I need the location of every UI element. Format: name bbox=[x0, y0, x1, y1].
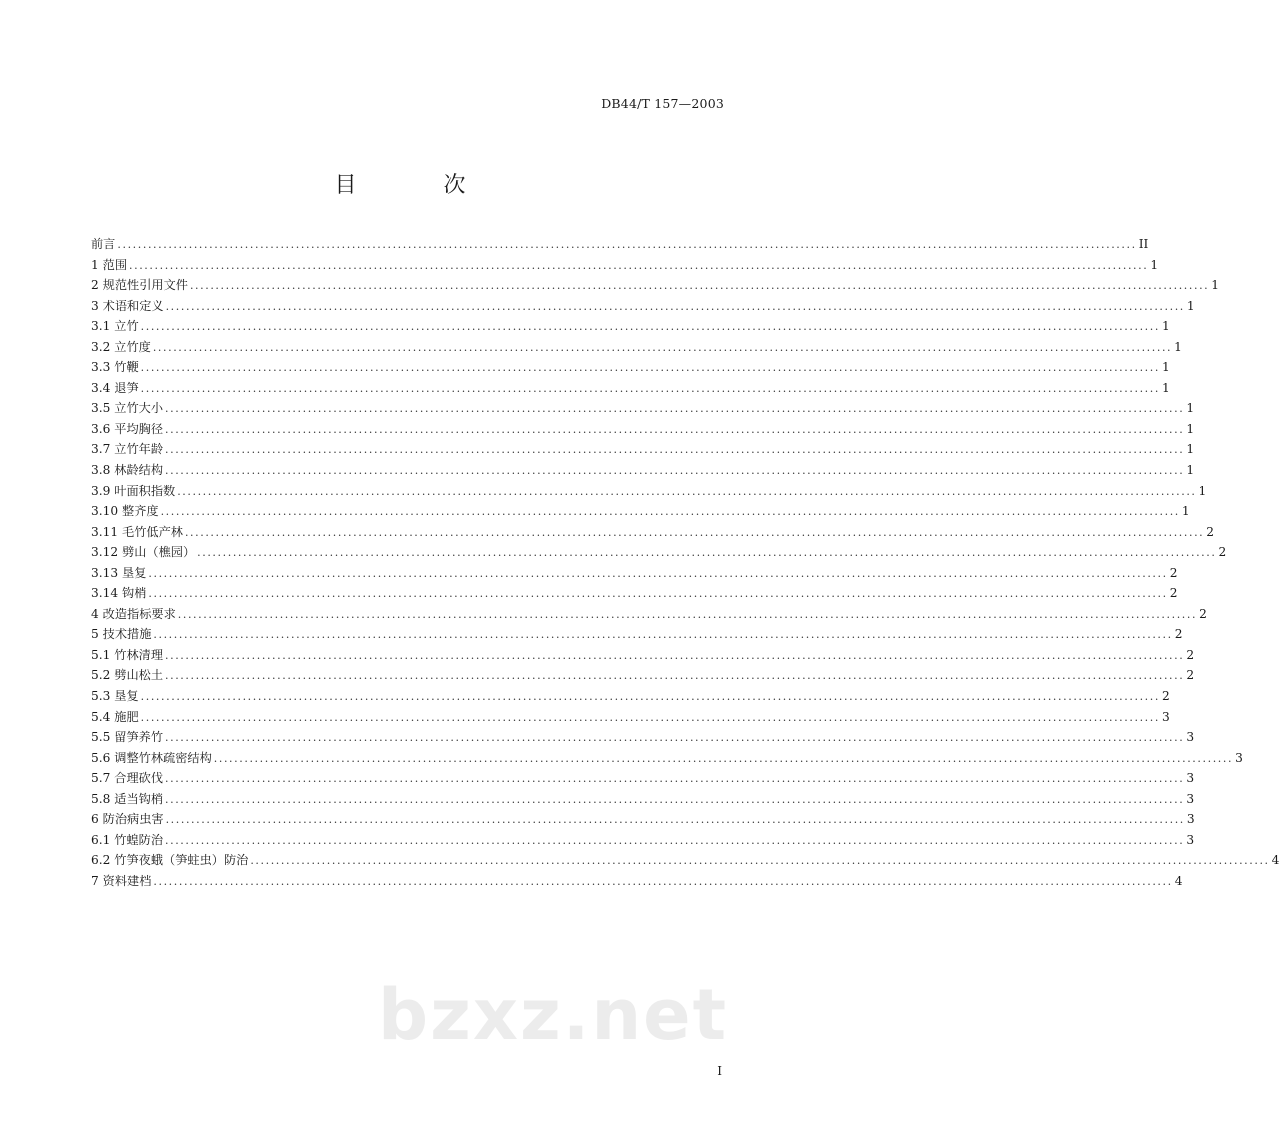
toc-entry-label: 6.2 竹笋夜蛾（笋蛀虫）防治 bbox=[91, 853, 249, 868]
toc-entry-label: 3.9 叶面积指数 bbox=[91, 483, 176, 498]
toc-entry[interactable] bbox=[91, 255, 1159, 276]
toc-entry-label: 3.2 立竹度 bbox=[91, 339, 151, 354]
toc-leader-dots: ........................................................................................................................................................................................................ bbox=[165, 772, 1185, 786]
toc-entry[interactable] bbox=[91, 275, 1220, 296]
toc-entry-label: 3.5 立竹大小 bbox=[91, 401, 164, 416]
toc-entry-page: 3 bbox=[1235, 750, 1243, 765]
toc-entry[interactable] bbox=[91, 830, 1195, 851]
toc-entry-page: 3 bbox=[1186, 771, 1195, 786]
toc-leader-dots: ........................................................................................................................................................................................................ bbox=[148, 587, 1168, 601]
toc-entry-page: 1 bbox=[1161, 360, 1170, 375]
toc-leader-dots: ........................................................................................................................................................................................................ bbox=[184, 525, 1205, 539]
toc-entry-page: 2 bbox=[1186, 668, 1195, 683]
toc-entry-label: 3.13 垦复 bbox=[91, 565, 147, 580]
toc-entry-page: 1 bbox=[1186, 298, 1195, 313]
toc-leader-dots: ........................................................................................................................................................................................................ bbox=[165, 402, 1185, 416]
toc-entry[interactable] bbox=[91, 501, 1190, 522]
toc-entry[interactable] bbox=[91, 645, 1195, 666]
toc-entry-label: 5.3 垦复 bbox=[91, 689, 139, 704]
toc-leader-dots: ........................................................................................................................................................................................................ bbox=[189, 279, 1210, 293]
toc-entry-label: 5.5 留笋养竹 bbox=[91, 730, 164, 745]
toc-entry[interactable] bbox=[91, 234, 1149, 255]
toc-entry-label: 2 规范性引用文件 bbox=[91, 278, 188, 293]
toc-leader-dots: ........................................................................................................................................................................................................ bbox=[153, 628, 1173, 642]
toc-leader-dots: ........................................................................................................................................................................................................ bbox=[165, 443, 1185, 457]
toc-entry-label: 3.11 毛竹低产林 bbox=[91, 524, 183, 539]
toc-entry-page: 2 bbox=[1174, 627, 1183, 642]
toc-entry-page: 2 bbox=[1169, 586, 1178, 601]
toc-leader-dots: ........................................................................................................................................................................................................ bbox=[165, 648, 1185, 662]
toc-entry-label: 3.10 整齐度 bbox=[91, 504, 159, 519]
toc-leader-dots: ........................................................................................................................................................................................................ bbox=[177, 484, 1197, 498]
toc-entry-page: 1 bbox=[1186, 421, 1195, 436]
toc-entry[interactable] bbox=[91, 522, 1215, 543]
toc-entry[interactable] bbox=[91, 357, 1170, 378]
toc-entry[interactable] bbox=[91, 768, 1195, 789]
toc-entry-page: 1 bbox=[1181, 504, 1190, 519]
toc-entry-label: 5.1 竹林清理 bbox=[91, 647, 164, 662]
toc-entry[interactable] bbox=[91, 604, 1207, 625]
toc-entry[interactable] bbox=[91, 727, 1195, 748]
toc-entry-label: 5 技术措施 bbox=[91, 627, 152, 642]
toc-entry-label: 3.8 林龄结构 bbox=[91, 463, 164, 478]
toc-entry-page: 1 bbox=[1198, 483, 1207, 498]
toc-leader-dots: ........................................................................................................................................................................................................ bbox=[140, 361, 1160, 375]
toc-entry[interactable] bbox=[91, 481, 1207, 502]
document-code: DB44/T 157—2003 bbox=[601, 96, 724, 111]
toc-entry[interactable] bbox=[91, 460, 1195, 481]
toc-entry-label: 5.4 施肥 bbox=[91, 709, 139, 724]
toc-leader-dots: ........................................................................................................................................................................................................ bbox=[140, 381, 1160, 395]
toc-leader-dots: ........................................................................................................................................................................................................ bbox=[117, 238, 1137, 251]
toc-leader-dots: ........................................................................................................................................................................................................ bbox=[165, 464, 1185, 478]
toc-entry-label: 5.2 劈山松土 bbox=[91, 668, 164, 683]
toc-entry[interactable] bbox=[91, 398, 1195, 419]
toc-entry-page: 1 bbox=[1186, 463, 1195, 478]
toc-entry[interactable] bbox=[91, 707, 1170, 728]
toc-leader-dots: ........................................................................................................................................................................................................ bbox=[177, 607, 1198, 621]
toc-leader-dots: ........................................................................................................................................................................................................ bbox=[129, 258, 1149, 272]
toc-entry-page: 3 bbox=[1186, 730, 1195, 745]
toc-entry[interactable] bbox=[91, 809, 1195, 830]
toc-leader-dots: ........................................................................................................................................................................................................ bbox=[250, 854, 1270, 868]
toc-entry-page: 2 bbox=[1206, 524, 1215, 539]
toc-leader-dots: ........................................................................................................................................................................................................ bbox=[165, 422, 1185, 436]
toc-entry-label: 6.1 竹蝗防治 bbox=[91, 832, 164, 847]
toc-leader-dots: ........................................................................................................................................................................................................ bbox=[213, 751, 1234, 765]
toc-entry-page: 2 bbox=[1169, 565, 1178, 580]
toc-entry-label: 3.7 立竹年龄 bbox=[91, 442, 164, 457]
toc-entry[interactable] bbox=[91, 316, 1170, 337]
toc-leader-dots: ........................................................................................................................................................................................................ bbox=[140, 320, 1160, 334]
toc-entry-label: 5.7 合理砍伐 bbox=[91, 771, 164, 786]
toc-entry[interactable] bbox=[91, 542, 1227, 563]
toc-entry[interactable] bbox=[91, 686, 1170, 707]
toc-entry-page: 1 bbox=[1161, 380, 1170, 395]
toc-leader-dots: ........................................................................................................................................................................................................ bbox=[152, 340, 1173, 354]
toc-entry[interactable] bbox=[91, 748, 1243, 769]
toc-entry[interactable] bbox=[91, 583, 1178, 604]
toc-leader-dots: ........................................................................................................................................................................................................ bbox=[153, 874, 1173, 888]
toc-entry-label: 4 改造指标要求 bbox=[91, 606, 176, 621]
toc-entry-page: 3 bbox=[1186, 791, 1195, 806]
toc-entry-page: 2 bbox=[1161, 689, 1170, 704]
toc-entry-label: 5.8 适当钩梢 bbox=[91, 791, 164, 806]
toc-leader-dots: ........................................................................................................................................................................................................ bbox=[140, 690, 1160, 704]
toc-entry-label: 3.3 竹鞭 bbox=[91, 360, 139, 375]
toc-entry-page: 2 bbox=[1218, 545, 1227, 560]
toc-entry[interactable] bbox=[91, 871, 1183, 892]
toc-entry-label: 5.6 调整竹林疏密结构 bbox=[91, 750, 212, 765]
toc-entry[interactable] bbox=[91, 665, 1195, 686]
toc-entry-label: 3.4 退笋 bbox=[91, 380, 139, 395]
toc-entry-label: 3.12 劈山（樵园） bbox=[91, 545, 196, 560]
toc-leader-dots: ........................................................................................................................................................................................................ bbox=[140, 710, 1160, 724]
toc-entry-page: 3 bbox=[1186, 832, 1195, 847]
toc-leader-dots: ........................................................................................................................................................................................................ bbox=[165, 669, 1185, 683]
toc-entry-page: 2 bbox=[1186, 647, 1195, 662]
toc-leader-dots: ........................................................................................................................................................................................................ bbox=[160, 505, 1180, 519]
toc-entry[interactable] bbox=[91, 563, 1178, 584]
toc-entry-page: 3 bbox=[1161, 709, 1170, 724]
table-of-contents bbox=[91, 234, 1279, 892]
toc-entry-page: 1 bbox=[1211, 278, 1220, 293]
toc-entry-page: 4 bbox=[1174, 873, 1183, 888]
toc-entry-page: 1 bbox=[1186, 401, 1195, 416]
toc-entry[interactable] bbox=[91, 378, 1170, 399]
toc-entry-label: 1 范围 bbox=[91, 257, 128, 272]
toc-leader-dots: ........................................................................................................................................................................................................ bbox=[197, 546, 1217, 560]
toc-entry[interactable] bbox=[91, 296, 1195, 317]
toc-leader-dots: ........................................................................................................................................................................................................ bbox=[165, 833, 1185, 847]
toc-entry-label: 3 术语和定义 bbox=[91, 298, 164, 313]
toc-leader-dots: ........................................................................................................................................................................................................ bbox=[165, 813, 1185, 827]
page-number: I bbox=[717, 1064, 722, 1078]
toc-entry-label: 3.14 钩梢 bbox=[91, 586, 147, 601]
toc-entry[interactable] bbox=[91, 624, 1183, 645]
toc-entry[interactable] bbox=[91, 850, 1279, 871]
toc-entry-page: II bbox=[1138, 237, 1149, 251]
toc-entry-page: 2 bbox=[1199, 606, 1207, 621]
toc-entry-page: 1 bbox=[1174, 339, 1182, 354]
page-title: 目 次 bbox=[334, 173, 506, 198]
toc-leader-dots: ........................................................................................................................................................................................................ bbox=[165, 299, 1185, 313]
toc-entry-page: 3 bbox=[1186, 812, 1195, 827]
toc-entry[interactable] bbox=[91, 419, 1195, 440]
toc-entry-page: 1 bbox=[1161, 319, 1170, 334]
toc-entry-page: 1 bbox=[1150, 257, 1159, 272]
toc-entry-label: 前言 bbox=[91, 237, 116, 251]
toc-entry[interactable] bbox=[91, 337, 1182, 358]
toc-entry-label: 3.6 平均胸径 bbox=[91, 421, 164, 436]
toc-entry-page: 1 bbox=[1186, 442, 1195, 457]
toc-leader-dots: ........................................................................................................................................................................................................ bbox=[148, 566, 1168, 580]
toc-leader-dots: ........................................................................................................................................................................................................ bbox=[165, 792, 1185, 806]
toc-entry[interactable] bbox=[91, 789, 1195, 810]
toc-entry[interactable] bbox=[91, 439, 1195, 460]
toc-entry-page: 4 bbox=[1271, 853, 1279, 868]
toc-leader-dots: ........................................................................................................................................................................................................ bbox=[165, 731, 1185, 745]
toc-entry-label: 6 防治病虫害 bbox=[91, 812, 164, 827]
toc-entry-label: 7 资料建档 bbox=[91, 873, 152, 888]
toc-entry-label: 3.1 立竹 bbox=[91, 319, 139, 334]
watermark: bzxz.net bbox=[378, 974, 729, 1056]
